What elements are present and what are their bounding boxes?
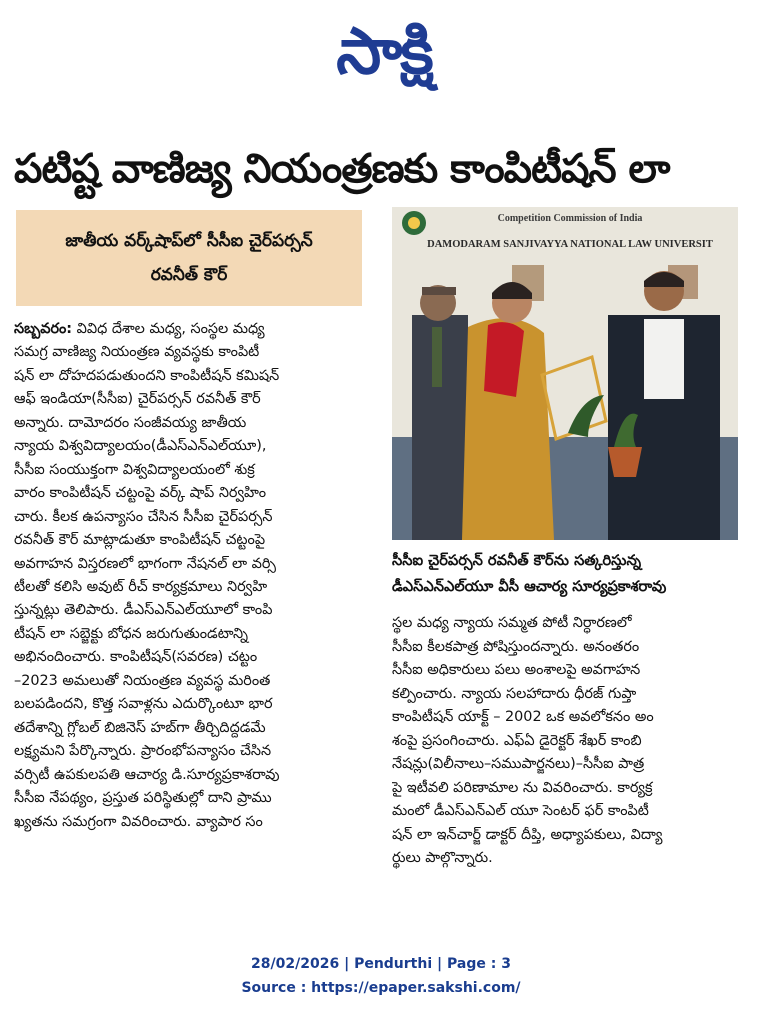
article-line: సీసీఐ నేపథ్యం, ప్రస్తుత పరిస్థితుల్లో దాని ప్రాము — [14, 790, 272, 807]
article-line: ర్థులు పాల్గొన్నారు. — [392, 850, 493, 866]
article-line: స్థల మధ్య న్యాయ సమ్మత పోటీ నిర్ధారణలో — [392, 615, 632, 631]
person-right-shirt — [644, 319, 684, 399]
article-line: రవనీత్ కౌర్ మాట్లాడుతూ కాంపిటీషన్ చట్టంపై — [14, 532, 266, 549]
article-line: బలపడిందని, కొత్త సవాళ్లను ఎదుర్కొంటూ భార — [14, 696, 273, 713]
article-line: సీసీఐ అధికారులు పలు అంశాలపై అవగాహన — [392, 662, 641, 678]
article-line: లక్ష్యమని పేర్కొన్నారు. ప్రారంభోపన్యాసం చేసిన — [14, 743, 272, 760]
caption-line: సీసీఐ చైర్‌పర్సన్ రవనీత్ కౌర్‌ను సత్కరిస్తున్న — [392, 552, 642, 569]
article-line: ఖ్యతను సమగ్రంగా వివరించారు. వ్యాపార సం — [14, 813, 263, 830]
headline: పటిష్ట వాణిజ్య నియంత్రణకు కాంపిటీషన్ లా — [14, 146, 670, 192]
article-left-column — [14, 318, 366, 834]
article-line: తదేశాన్ని గ్లోబల్ బిజినెస్ హబ్‌గా తీర్చిదిద్దడమే — [14, 719, 266, 736]
article-line: టీషన్ లా సబ్జెక్టు బోధన జరుగుతుండటాన్ని — [14, 625, 248, 642]
caption-line: డీఎస్ఎన్ఎల్‌యూ వీసీ ఆచార్య సూర్యప్రకాశరావు — [392, 578, 667, 595]
edition-info: 28/02/2026 | Pendurthi | Page : 3 — [251, 956, 511, 972]
article-line: కల్పించారు. న్యాయ సలహాదారు ధీరజ్ గుప్తా — [392, 685, 637, 702]
person-left-glasses — [422, 287, 456, 295]
event-photo-illustration — [392, 207, 738, 540]
article-line: సీసీఐ కీలకపాత్ర పోషిస్తుందన్నారు. అనంతరం — [392, 638, 640, 655]
masthead-logo: సాక్షి — [336, 14, 432, 89]
article-line: మంలో డీఎస్ఎన్ఎల్ యూ సెంటర్ ఫర్ కాంపిటీ — [392, 803, 649, 819]
subheadline-line: జాతీయ వర్క్‌షాప్‌లో సీసీఐ చైర్‌పర్సన్ — [65, 231, 313, 251]
subheadline-line: రవనీత్ కౌర్ — [150, 265, 228, 285]
article-line: పై ఇటీవలి పరిణామాల ను వివరించారు. కార్యక్ర — [392, 779, 653, 796]
article-line: సమగ్ర వాణిజ్య నియంత్రణ వ్యవస్థకు కాంపిటీ — [14, 344, 260, 361]
article-line: షన్ లా ఇన్‌చార్జ్ డాక్టర్ దీప్తి, అధ్యాపకులు, విద్యా — [392, 826, 663, 843]
article-line: అవగాహన విస్తరణలో భాగంగా నేషనల్ లా వర్సి — [14, 555, 276, 572]
article-line: చారు. కీలక ఉపన్యాసం చేసిన సీసీఐ చైర్‌పర్సన్ — [14, 508, 273, 525]
banner-text-university: DAMODARAM SANJIVAYYA NATIONAL LAW UNIVERSIT — [427, 239, 713, 250]
article-line: శంపై ప్రసంగించారు. ఎఫ్ఏ డైరెక్టర్ శేఖర్ కాంబి — [392, 732, 642, 749]
article-line: అభినందించారు. కాంపిటీషన్(సవరణ) చట్టం — [14, 649, 258, 666]
article-line: న్యాయ విశ్వవిద్యాలయం(డీఎస్ఎన్ఎల్‌యూ), — [14, 438, 267, 455]
article-line: అన్నారు. దామోదరం సంజీవయ్య జాతీయ — [14, 414, 247, 431]
article-line: సీసీఐ సంయుక్తంగా విశ్వవిద్యాలయంలో శుక్ర — [14, 461, 255, 478]
subheadline-box — [16, 210, 362, 306]
article-line: వర్సిటీ ఉపకులపతి ఆచార్య డి.సూర్యప్రకాశరావు — [14, 766, 280, 783]
article-line: స్తున్నట్లు తెలిపారు. డీఎస్ఎన్ఎల్‌యూలో కాంపి — [14, 602, 273, 619]
photo-caption — [392, 548, 738, 600]
event-photo — [392, 207, 738, 540]
person-left-tie — [432, 327, 442, 387]
article-line: టీలతో కలిసి అవుట్ రీచ్ కార్యక్రమాలు నిర్వహి — [14, 578, 268, 595]
article-line: నేషన్లు(విలీనాలు–సముపార్జనలు)–సీసీఐ పాత్ర — [392, 756, 645, 772]
article-line: ఆఫ్ ఇండియా(సీసీఐ) చైర్‌పర్సన్ రవనీత్ కౌర్ — [14, 391, 261, 408]
emblem-center-icon — [408, 217, 420, 229]
article-line — [14, 318, 366, 341]
page-footer — [0, 952, 762, 1000]
article-line: వారం కాంపిటీషన్ చట్టంపై వర్క్ షాప్ నిర్వహిం — [14, 485, 267, 502]
article-line-text: వివిధ దేశాల మధ్య, సంస్థల మధ్య — [72, 321, 265, 337]
article-line: –2023 అమలుతో నియంత్రణ వ్యవస్థ మరింత — [14, 672, 271, 689]
article-line: కాంపిటీషన్ యాక్ట్ – 2002 ఒక అవలోకనం అం — [392, 709, 654, 725]
article-line: షన్ లా దోహదపడుతుందని కాంపిటీషన్ కమిషన్ — [14, 367, 280, 384]
article-right-column — [392, 612, 742, 871]
source-link[interactable]: Source : https://epaper.sakshi.com/ — [241, 980, 521, 996]
dateline: సబ్బవరం: — [14, 321, 73, 337]
banner-text-commission: Competition Commission of India — [497, 213, 643, 224]
